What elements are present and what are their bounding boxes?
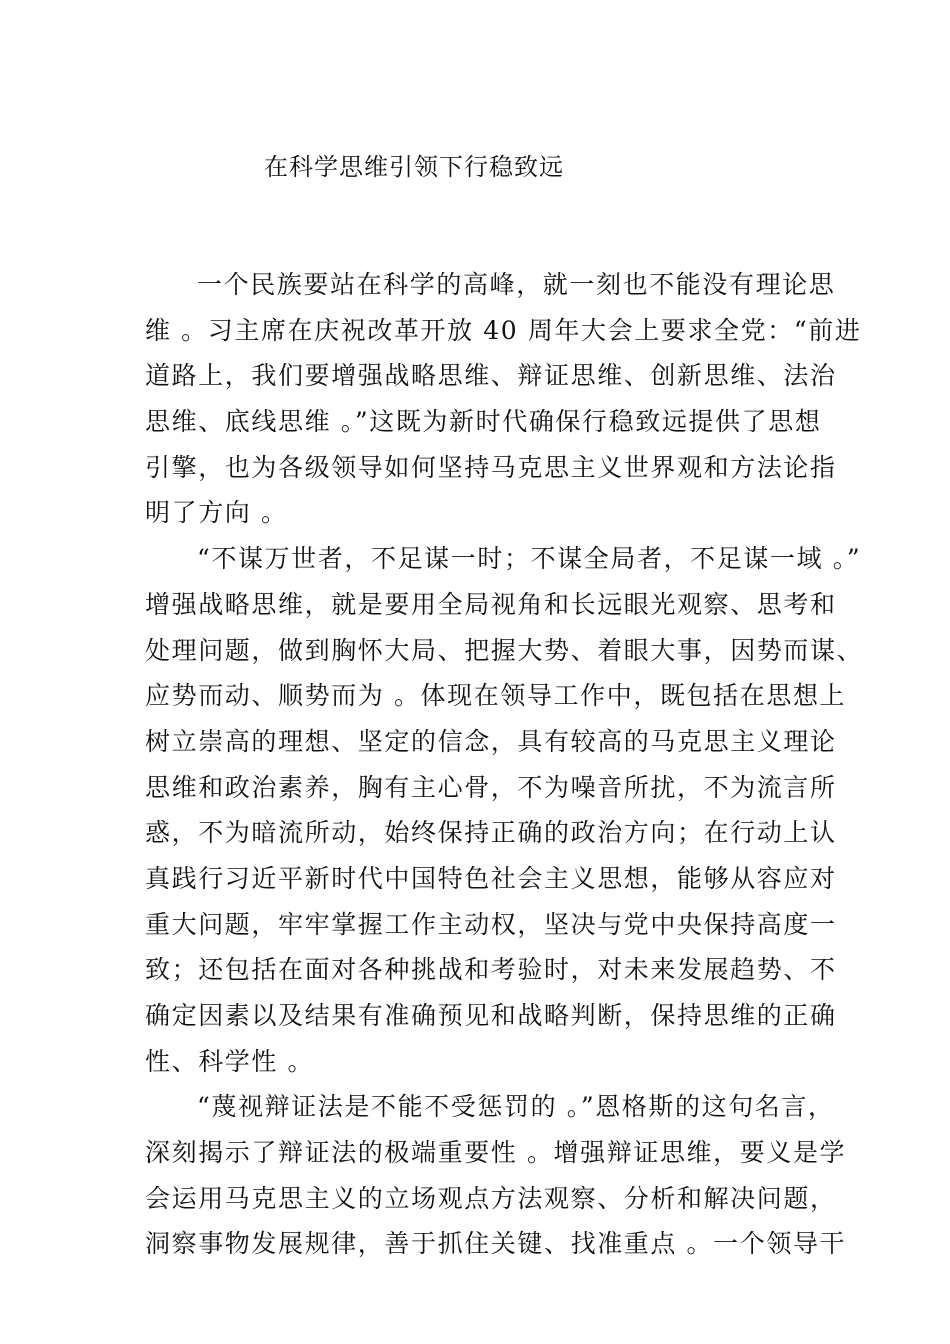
body-line: 思维和政治素养，胸有主心骨，不为噪音所扰，不为流言所 <box>145 772 837 802</box>
document-body <box>145 262 865 1267</box>
body-line: 深刻揭示了辩证法的极端重要性 。增强辩证思维，要义是学 <box>145 1138 847 1168</box>
body-line: 重大问题，牢牢掌握工作主动权，坚决与党中央保持高度一 <box>145 909 837 939</box>
body-line: 增强战略思维，就是要用全局视角和长远眼光观察、思考和 <box>145 589 837 619</box>
body-line: 应势而动、顺势而为 。体现在领导工作中，既包括在思想上 <box>145 681 847 711</box>
body-line: 真践行习近平新时代中国特色社会主义思想，能够从容应对 <box>145 863 837 893</box>
body-line: 明了方向 。 <box>145 498 288 528</box>
body-line: 一个民族要站在科学的高峰，就一刻也不能没有理论思 <box>197 270 836 299</box>
body-line: 会运用马克思主义的立场观点方法观察、分析和解决问题， <box>145 1183 837 1213</box>
body-line: 思维、底线思维 。”这既为新时代确保行稳致远提供了思想 <box>145 407 822 437</box>
body-line: “不谋万世者，不足谋一时；不谋全局者，不足谋一域 。” <box>197 544 862 574</box>
body-line: “蔑视辩证法是不能不受惩罚的 。”恩格斯的这句名言， <box>197 1092 835 1122</box>
body-line: 道路上，我们要增强战略思维、辩证思维、创新思维、法治 <box>145 361 837 391</box>
document-title: 在科学思维引领下行稳致远 <box>264 153 564 181</box>
body-line: 确定因素以及结果有准确预见和战略判断，保持思维的正确 <box>145 1001 837 1030</box>
body-line: 维 。习主席在庆祝改革开放 40 周年大会上要求全党：“前进 <box>145 315 862 345</box>
body-line: 惑，不为暗流所动，始终保持正确的政治方向；在行动上认 <box>145 818 837 848</box>
body-line: 致；还包括在面对各种挑战和考验时，对未来发展趋势、不 <box>145 955 837 985</box>
body-line: 洞察事物发展规律，善于抓住关键、找准重点 。一个领导干 <box>145 1229 847 1259</box>
body-line: 处理问题，做到胸怀大局、把握大势、着眼大事，因势而谋、 <box>145 635 864 665</box>
body-line: 树立崇高的理想、坚定的信念，具有较高的马克思主义理论 <box>145 726 837 756</box>
body-line: 性、科学性 。 <box>145 1046 315 1076</box>
body-line: 引擎，也为各级领导如何坚持马克思主义世界观和方法论指 <box>145 452 837 482</box>
